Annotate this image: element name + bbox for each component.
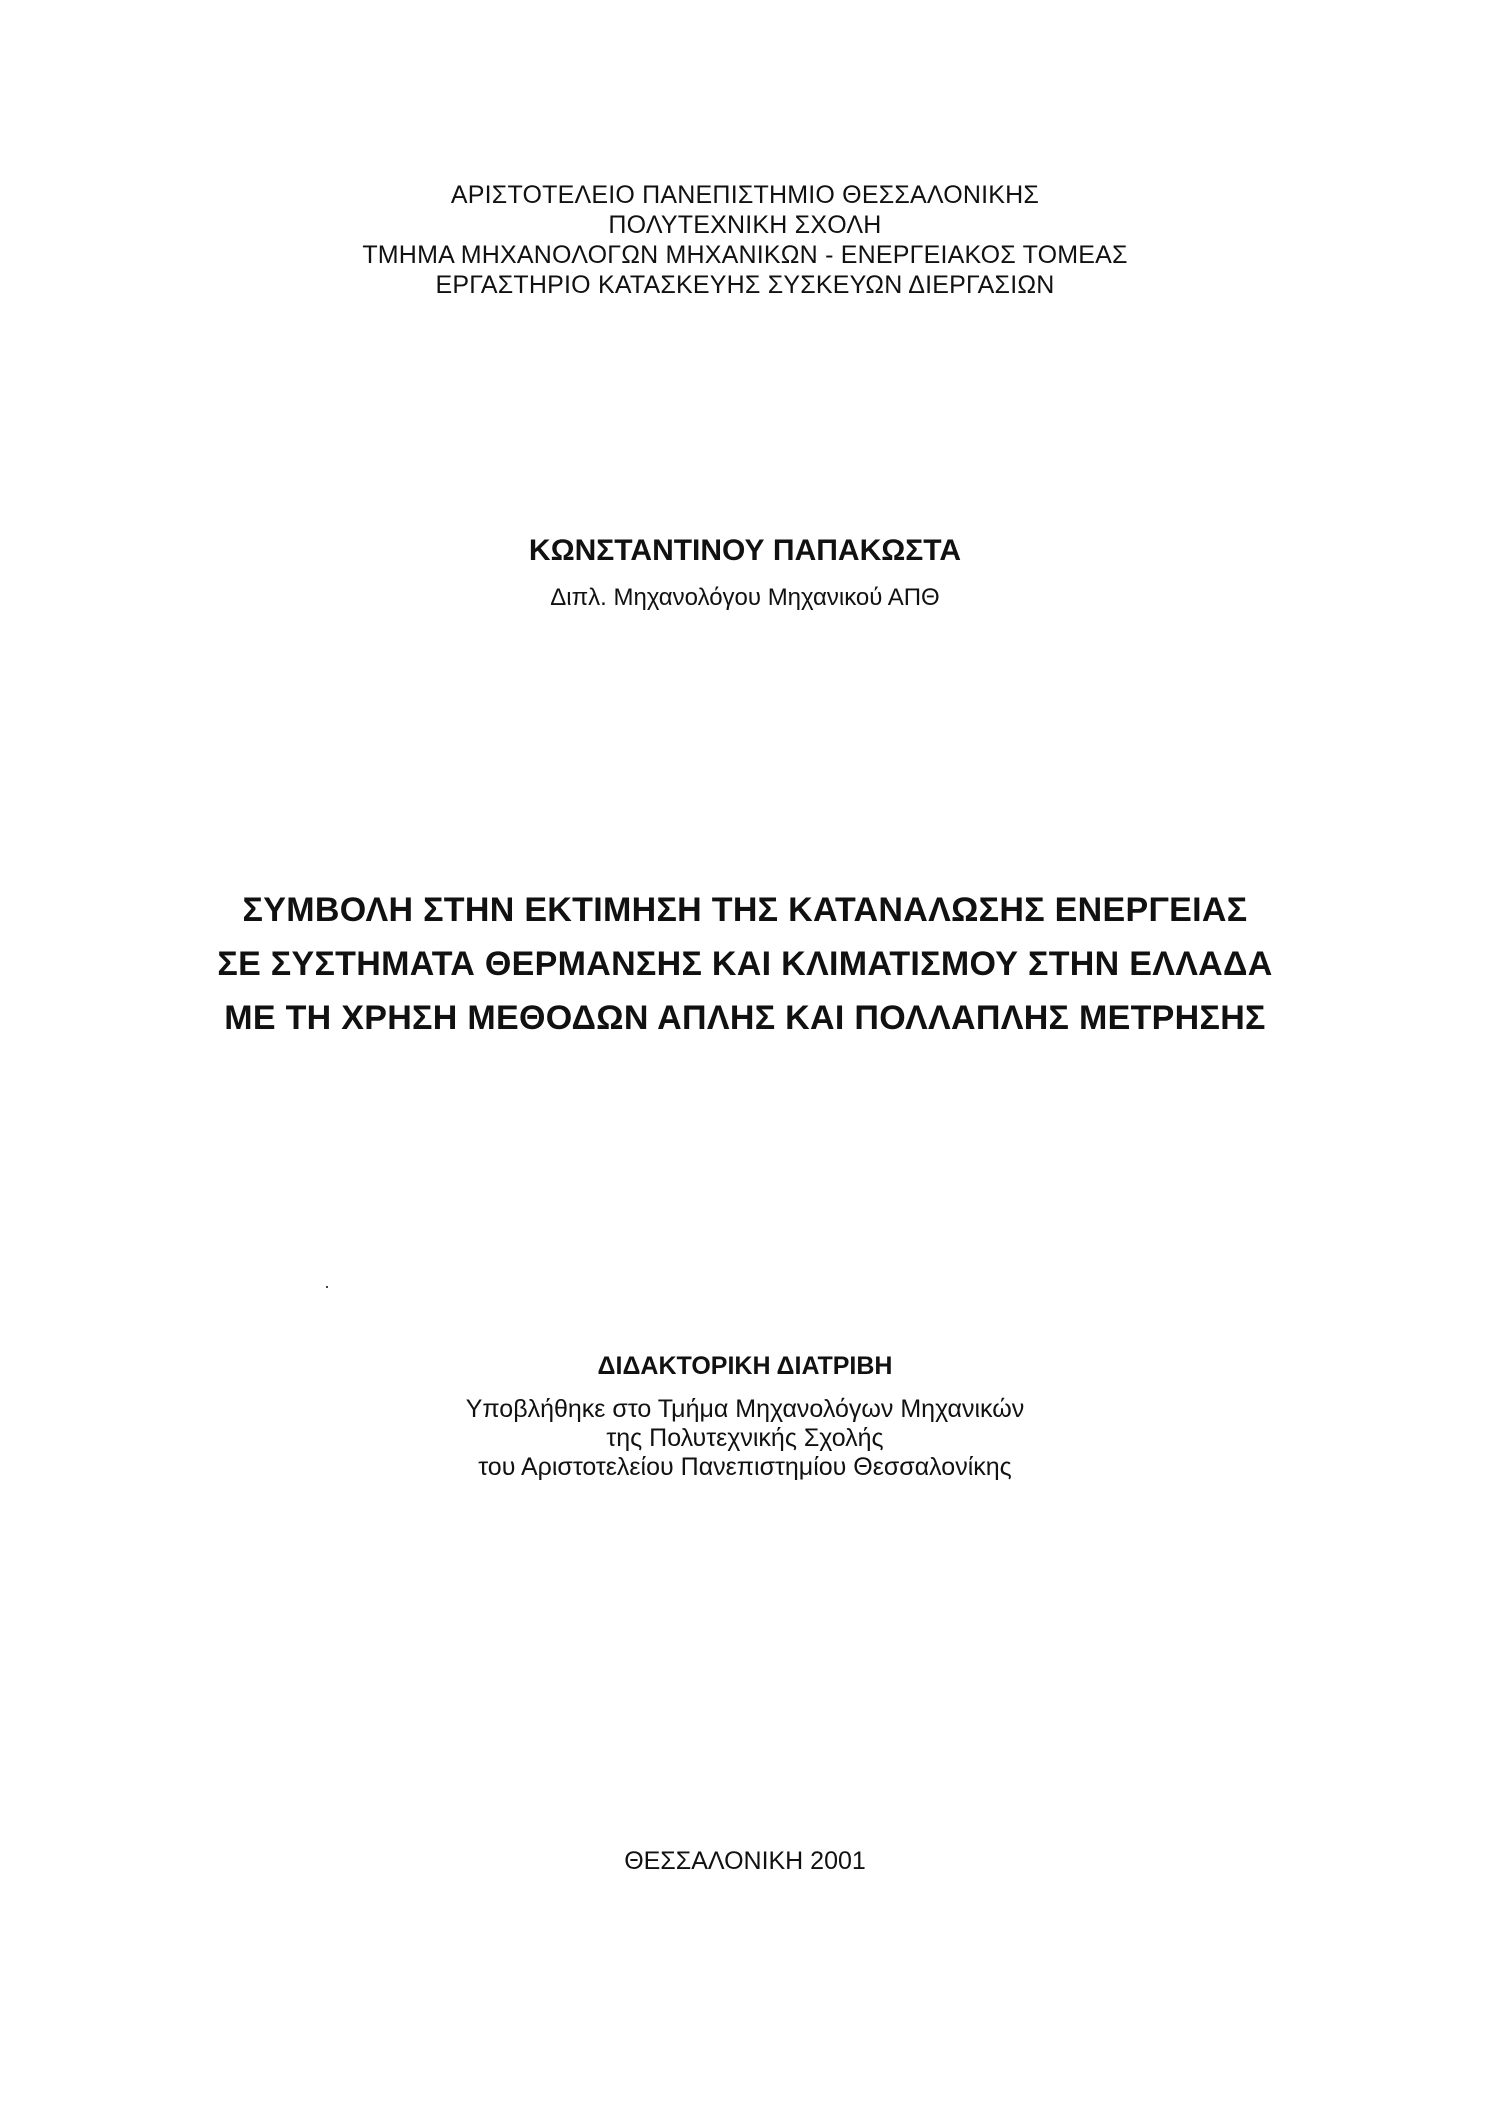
place-year-block	[0, 1846, 1490, 1876]
department-name: ΤΜΗΜΑ ΜΗΧΑΝΟΛΟΓΩΝ ΜΗΧΑΝΙΚΩΝ - ΕΝΕΡΓΕΙΑΚΟΣ ΤΟΜΕΑΣ	[362, 241, 1128, 269]
university-name: ΑΡΙΣΤΟΤΕΛΕΙΟ ΠΑΝΕΠΙΣΤΗΜΙΟ ΘΕΣΣΑΛΟΝΙΚΗΣ	[450, 181, 1040, 209]
title-line-2: ΣΕ ΣΥΣΤΗΜΑΤΑ ΘΕΡΜΑΝΣΗΣ ΚΑΙ ΚΛΙΜΑΤΙΣΜΟΥ ΣΤΗΝ ΕΛΛΑΔΑ	[217, 945, 1273, 983]
institution-header	[0, 180, 1490, 300]
submitted-line-3: του Αριστοτελείου Πανεπιστημίου Θεσσαλονίκης	[478, 1453, 1012, 1481]
author-block	[0, 533, 1490, 613]
author-name: ΚΩΝΣΤΑΝΤΙΝΟΥ ΠΑΠΑΚΩΣΤΑ	[528, 534, 962, 567]
laboratory-name: ΕΡΓΑΣΤΗΡΙΟ ΚΑΤΑΣΚΕΥΗΣ ΣΥΣΚΕΥΩΝ ΔΙΕΡΓΑΣΙΩΝ	[435, 271, 1055, 299]
author-degree: Διπλ. Μηχανολόγου Μηχανικού ΑΠΘ	[550, 584, 940, 611]
title-line-1: ΣΥΜΒΟΛΗ ΣΤΗΝ ΕΚΤΙΜΗΣΗ ΤΗΣ ΚΑΤΑΝΑΛΩΣΗΣ ΕΝΕΡΓΕΙΑΣ	[242, 891, 1248, 929]
school-name: ΠΟΛΥΤΕΧΝΙΚΗ ΣΧΟΛΗ	[608, 211, 882, 239]
place-year: ΘΕΣΣΑΛΟΝΙΚΗ 2001	[624, 1847, 866, 1875]
thesis-type: ΔΙΔΑΚΤΟΡΙΚΗ ΔΙΑΤΡΙΒΗ	[597, 1352, 893, 1380]
thesis-title	[0, 883, 1490, 1045]
submitted-line-2: της Πολυτεχνικής Σχολής	[606, 1424, 884, 1452]
thesis-type-block	[0, 1352, 1490, 1482]
scan-speck	[326, 1286, 328, 1288]
submitted-line-1: Υποβλήθηκε στο Τμήμα Μηχανολόγων Μηχανικών	[465, 1395, 1025, 1423]
title-line-3: ΜΕ ΤΗ ΧΡΗΣΗ ΜΕΘΟΔΩΝ ΑΠΛΗΣ ΚΑΙ ΠΟΛΛΑΠΛΗΣ ΜΕΤΡΗΣΗΣ	[224, 999, 1266, 1037]
